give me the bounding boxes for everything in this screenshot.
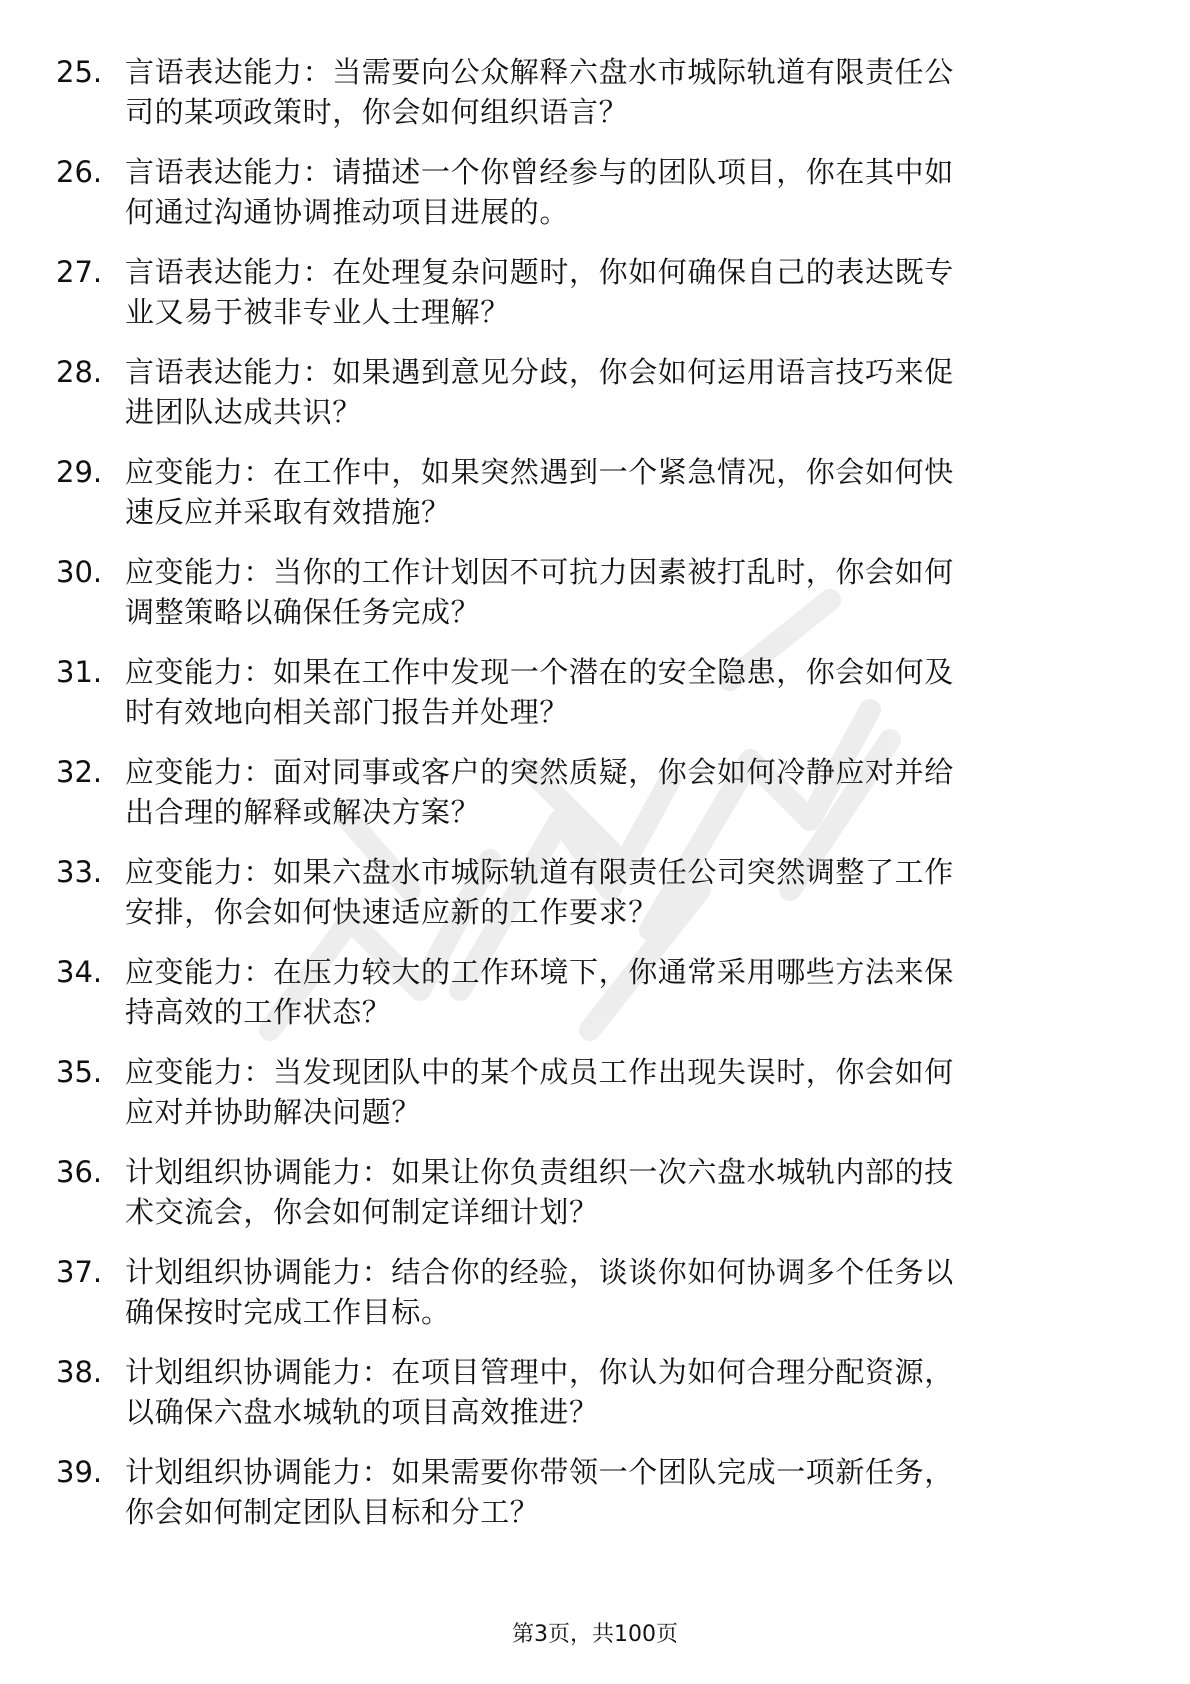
question-text — [125, 452, 1125, 532]
list-item — [0, 1052, 1190, 1152]
question-text — [125, 352, 1125, 432]
list-item — [0, 1152, 1190, 1252]
list-item — [0, 1452, 1190, 1552]
question-line: 进团队达成共识？ — [125, 395, 362, 429]
list-item — [0, 1252, 1190, 1352]
question-text — [125, 152, 1125, 232]
list-item — [0, 452, 1190, 552]
question-line: 言语表达能力：在处理复杂问题时，你如何确保自己的表达既专 — [125, 255, 954, 289]
question-line: 以确保六盘水城轨的项目高效推进？ — [125, 1395, 599, 1429]
list-item — [0, 652, 1190, 752]
question-line: 你会如何制定团队目标和分工？ — [125, 1495, 540, 1529]
question-list — [0, 52, 1190, 1552]
question-text — [125, 552, 1125, 632]
question-line: 司的某项政策时，你会如何组织语言？ — [125, 95, 629, 129]
question-line: 时有效地向相关部门报告并处理？ — [125, 695, 570, 729]
question-number: 25. — [56, 55, 103, 89]
list-item — [0, 752, 1190, 852]
question-line: 应变能力：当发现团队中的某个成员工作出现失误时，你会如何 — [125, 1055, 954, 1089]
question-number: 29. — [56, 455, 103, 489]
list-item — [0, 52, 1190, 152]
question-text — [125, 852, 1125, 932]
question-text — [125, 752, 1125, 832]
list-item — [0, 352, 1190, 452]
question-number: 32. — [56, 755, 103, 789]
question-number: 31. — [56, 655, 103, 689]
question-text — [125, 252, 1125, 332]
list-item — [0, 1352, 1190, 1452]
question-line: 言语表达能力：当需要向公众解释六盘水市城际轨道有限责任公 — [125, 55, 954, 89]
question-line: 速反应并采取有效措施？ — [125, 495, 451, 529]
question-number: 39. — [56, 1455, 103, 1489]
question-number: 27. — [56, 255, 103, 289]
question-line: 应变能力：在压力较大的工作环境下，你通常采用哪些方法来保 — [125, 955, 954, 989]
list-item — [0, 252, 1190, 352]
question-line: 确保按时完成工作目标。 — [125, 1295, 451, 1329]
question-number: 36. — [56, 1155, 103, 1189]
question-line: 应变能力：面对同事或客户的突然质疑，你会如何冷静应对并给 — [125, 755, 954, 789]
question-line: 出合理的解释或解决方案？ — [125, 795, 481, 829]
question-line: 调整策略以确保任务完成？ — [125, 595, 481, 629]
question-text — [125, 1352, 1125, 1432]
question-line: 计划组织协调能力：在项目管理中，你认为如何合理分配资源， — [125, 1355, 954, 1389]
question-number: 28. — [56, 355, 103, 389]
question-line: 计划组织协调能力：如果需要你带领一个团队完成一项新任务， — [125, 1455, 954, 1489]
list-item — [0, 952, 1190, 1052]
list-item — [0, 152, 1190, 252]
question-line: 应变能力：在工作中，如果突然遇到一个紧急情况，你会如何快 — [125, 455, 954, 489]
question-line: 言语表达能力：请描述一个你曾经参与的团队项目，你在其中如 — [125, 155, 954, 189]
question-line: 言语表达能力：如果遇到意见分歧，你会如何运用语言技巧来促 — [125, 355, 954, 389]
page-footer — [0, 1620, 1190, 1650]
question-line: 业又易于被非专业人士理解？ — [125, 295, 510, 329]
question-line: 应对并协助解决问题？ — [125, 1095, 422, 1129]
question-text — [125, 652, 1125, 732]
question-text — [125, 952, 1125, 1032]
question-text — [125, 1152, 1125, 1232]
question-line: 应变能力：当你的工作计划因不可抗力因素被打乱时，你会如何 — [125, 555, 954, 589]
question-text — [125, 1252, 1125, 1332]
question-text — [125, 1052, 1125, 1132]
question-line: 计划组织协调能力：结合你的经验，谈谈你如何协调多个任务以 — [125, 1255, 954, 1289]
question-number: 33. — [56, 855, 103, 889]
question-line: 安排，你会如何快速适应新的工作要求？ — [125, 895, 658, 929]
question-text — [125, 52, 1125, 132]
question-line: 计划组织协调能力：如果让你负责组织一次六盘水城轨内部的技 — [125, 1155, 954, 1189]
question-number: 34. — [56, 955, 103, 989]
question-line: 应变能力：如果在工作中发现一个潜在的安全隐患，你会如何及 — [125, 655, 954, 689]
question-line: 应变能力：如果六盘水市城际轨道有限责任公司突然调整了工作 — [125, 855, 954, 889]
question-line: 持高效的工作状态？ — [125, 995, 392, 1029]
list-item — [0, 552, 1190, 652]
question-text — [125, 1452, 1125, 1532]
question-number: 35. — [56, 1055, 103, 1089]
question-line: 术交流会，你会如何制定详细计划？ — [125, 1195, 599, 1229]
question-number: 38. — [56, 1355, 103, 1389]
question-line: 何通过沟通协调推动项目进展的。 — [125, 195, 570, 229]
page-number-label: 第3页，共100页 — [512, 1622, 678, 1647]
question-number: 37. — [56, 1255, 103, 1289]
question-number: 30. — [56, 555, 103, 589]
list-item — [0, 852, 1190, 952]
question-number: 26. — [56, 155, 103, 189]
